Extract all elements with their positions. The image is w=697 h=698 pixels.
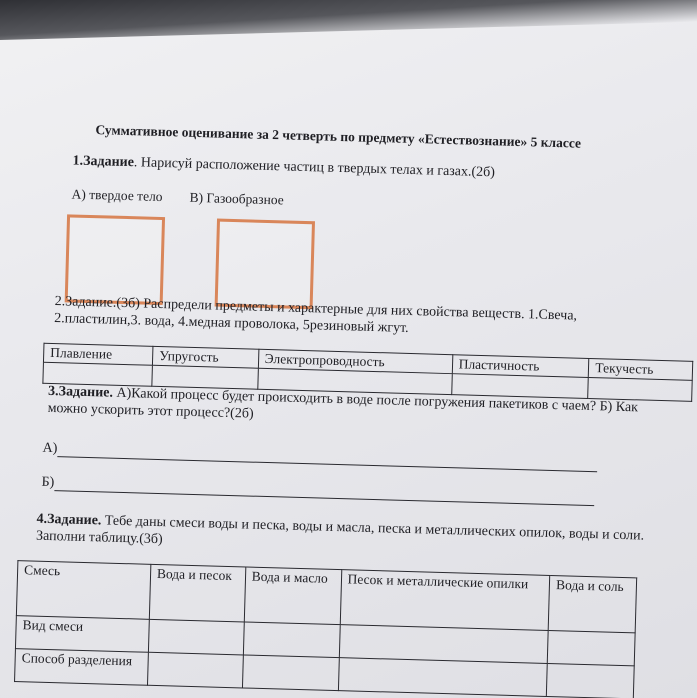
answer-cell[interactable] — [148, 619, 244, 655]
header-mixture: Смесь — [16, 561, 150, 620]
task1-option-b: В) Газообразное — [189, 189, 284, 208]
solid-drawing-box[interactable] — [65, 214, 165, 305]
task4-text — [36, 511, 647, 562]
gas-drawing-box[interactable] — [215, 219, 315, 310]
task4-table — [14, 560, 637, 698]
answer-a-field[interactable] — [57, 442, 597, 472]
header-sand-filings: Песок и металлические опилки — [340, 570, 550, 631]
task1-text — [72, 153, 495, 181]
row-label-method: Способ разделения — [15, 649, 149, 686]
answer-b-field[interactable] — [54, 476, 594, 506]
row-label-type: Вид смеси — [15, 616, 149, 653]
page-title: Суммативное оценивание за 2 четверть по предмету «Естествознание» 5 классе — [95, 122, 582, 151]
task4-label: 4.Задание. — [36, 511, 102, 529]
answer-cell[interactable] — [338, 658, 547, 697]
answer-b-line — [41, 475, 594, 506]
answer-cell[interactable] — [147, 652, 243, 688]
header-water-salt: Вода и соль — [548, 575, 636, 632]
header-melting: Плавление — [43, 343, 153, 365]
worksheet — [20, 110, 697, 669]
task1-body: . Нарисуй расположение частиц в твердых телах и газах.(2б) — [133, 155, 496, 181]
answer-cell[interactable] — [546, 663, 634, 698]
header-plasticity: Пластичность — [452, 355, 589, 378]
task4-body: Тебе даны смеси воды и песка, воды и масла, песка и металлических опилок, воды и соли. Заполни таблицу.(3б) — [35, 513, 645, 548]
task2-text: 2.Задание.(3б) Распредели предметы и характерные для них свойства веществ. 1.Свеча, 2.пластилин,3. вода, 4.медная проволока, 5резиновый жгут. — [53, 294, 578, 336]
header-conductivity: Электропроводность — [258, 349, 452, 373]
task3-label: 3.Задание. — [47, 383, 114, 401]
answer-a-line — [42, 441, 597, 472]
task1-label: 1.Задание — [72, 153, 135, 171]
header-water-sand: Вода и песок — [149, 564, 245, 622]
page-top-shadow — [0, 0, 697, 40]
answer-cell[interactable] — [242, 655, 339, 691]
header-fluidity: Текучесть — [589, 358, 693, 380]
header-elasticity: Упругость — [153, 346, 259, 368]
task3-body: А)Какой процесс будет происходить в воде после погружения пакетиков с чаем? Б) Как можно ускорить этот процесс?(2б) — [47, 385, 639, 422]
answer-cell[interactable] — [243, 622, 340, 658]
task1-option-a: А) твердое тело — [71, 186, 163, 205]
answer-b-label: Б) — [41, 474, 55, 491]
answer-a-label: А) — [42, 440, 58, 457]
header-water-oil: Вода и масло — [244, 567, 341, 625]
answer-cell[interactable] — [547, 630, 635, 665]
